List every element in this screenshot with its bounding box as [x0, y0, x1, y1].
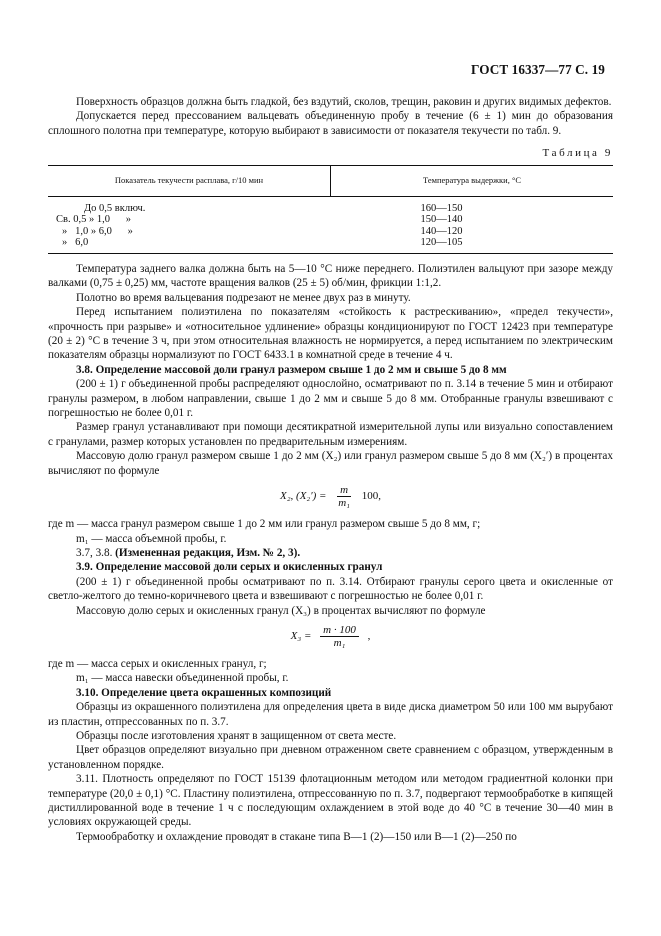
amendment-text: (Измененная редакция, Изм. № 2, 3). — [115, 546, 301, 559]
table-cell-temp: 120—105 — [331, 237, 614, 253]
formula-denominator: m₁ — [333, 636, 346, 649]
paragraph: Термообработку и охлаждение проводят в стакане типа В—1 (2)—150 или В—1 (2)—250 по — [76, 830, 517, 843]
formula-tail: , — [367, 629, 371, 642]
table-cell-flow: » 6,0 — [48, 237, 331, 253]
paragraph: (200 ± 1) г объединенной пробы распределяют однослойно, осматривают по п. 3.14 в течение 5 мин и отбирают гранулы размером, в любом направлении, свыше 1 до 2 мм и свыше 5 до 8 мм. Отобранные гранулы взвешивают с погрешностью не более 0,01 г. — [48, 378, 613, 420]
amendment-refs: 3.7, 3.8. — [76, 546, 113, 559]
paragraph: Массовую долю серых и окисленных гранул (X₃) в процентах вычисляют по формуле — [76, 604, 486, 617]
table-row — [48, 196, 613, 214]
table-cell-flow: До 0,5 включ. — [84, 202, 146, 214]
paragraph: где m — масса серых и окисленных гранул, г; — [48, 657, 267, 670]
formula-lhs: X₃ = — [290, 629, 312, 642]
table-cell-flow: Св. 0,5 » 1,0 » — [56, 214, 131, 226]
page-header: ГОСТ 16337—77 С. 19 — [471, 62, 605, 77]
paragraph: (200 ± 1) г объединенной пробы осматривают по п. 3.14. Отбирают гранулы серого цвета и окисленные от светло-желтого до темно-коричневого цвета и взвешивают с погрешностью не более 0,01 г. — [48, 575, 613, 603]
paragraph: Образцы из окрашенного полиэтилена для определения цвета в виде диска диаметром 50 или 100 мм вырубают из пластин, отпрессованных по п. 3.7. — [48, 701, 613, 728]
paragraph: Поверхность образцов должна быть гладкой, без вздутий, сколов, трещин, раковин и других видимых дефектов. — [76, 96, 612, 108]
formula-numerator: m · 100 — [320, 624, 359, 637]
table-9 — [48, 165, 613, 254]
table-cell-temp: 140—120 — [420, 225, 463, 237]
formula-lhs: X₂, (X₂′) = — [279, 490, 327, 503]
paragraph: Размер гранул устанавливают при помощи десятикратной измерительной лупы или визуально сопоставлением с гранулами, размер которых установлен по предварительным измерениям. — [48, 421, 613, 448]
paragraph: Образцы после изготовления хранят в защищенном от света месте. — [76, 729, 397, 742]
formula-fraction — [320, 624, 359, 649]
section-heading-3-9: 3.9. Определение массовой доли серых и окисленных гранул — [76, 561, 383, 574]
paragraph: Массовую долю гранул размером свыше 1 до 2 мм (X₂) или гранул размером свыше 5 до 8 мм (X₂′) в процентах вычисляют по формуле — [48, 450, 613, 477]
section-heading-3-8: 3.8. Определение массовой доли гранул размером свыше 1 до 2 мм и свыше 5 до 8 мм — [76, 363, 507, 376]
formula-denominator: m₁ — [338, 497, 351, 510]
formula-x3 — [48, 624, 613, 649]
formula-x2 — [48, 484, 613, 509]
paragraph: Температура заднего валка должна быть на 5—10 °С ниже переднего. Полиэтилен вальцуют при зазоре между валками (0,75 ± 0,25) мм, частоте вращения валков (25 ± 5) об/мин, фрикции 1:1,2. — [48, 263, 613, 290]
paragraph: 3.11. Плотность определяют по ГОСТ 15139 флотационным методом или методом градиентной колонки при температуре (20,0 ± 0,1) °С. Пластину полиэтилена, отпрессованную по п. 3.7, подвергают термообработке в кипящей дистиллированной воде в течение 1 ч с последующим охлаждением в этой воде до 40 °С в течение 30—40 мин в условиях окружающей среды. — [48, 773, 613, 829]
paragraph: m₁ — масса объемной пробы, г. — [76, 532, 227, 545]
paragraph: Перед испытанием полиэтилена по показателям «стойкость к растрескиванию», «предел текучести», «прочность при разрыве» и «относительное удлинение» образцы кондиционируют по ГОСТ 12423 при температуре (20 ± 2) °С в течение 3 ч, при этом относительная влажность не нормируется, а перед испытанием по электрическим показателям образцы нормализуют по ГОСТ 6433.1 в комнатной среде в течение 4 ч. — [48, 306, 613, 362]
page-content — [48, 95, 613, 844]
table-header-flow: Показатель текучести расплава, г/10 мин — [48, 165, 331, 196]
table-cell-flow: » 1,0 » 6,0 » — [62, 225, 133, 237]
table-cell-temp: 150—140 — [420, 214, 463, 226]
table-row — [48, 226, 613, 238]
table-caption: Таблица 9 — [542, 147, 613, 160]
table-cell-temp: 160—150 — [420, 202, 463, 214]
paragraph: Цвет образцов определяют визуально при дневном отраженном свете сравнением с образцом, утвержденным в установленном порядке. — [48, 744, 613, 771]
paragraph: m₁ — масса навески объединенной пробы, г. — [76, 672, 289, 685]
paragraph: Полотно во время вальцевания подрезают не менее двух раз в минуту. — [76, 291, 411, 304]
formula-tail: 100, — [361, 490, 382, 503]
paragraph: Допускается перед прессованием вальцевать объединенную пробу в течение (6 ± 1) мин до образования сплошного полотна при температуре, которую выбирают в зависимости от показателя текучести по табл. 9. — [48, 110, 613, 137]
formula-fraction — [335, 484, 353, 509]
formula-numerator: m — [337, 484, 351, 497]
section-heading-3-10: 3.10. Определение цвета окрашенных композиций — [76, 686, 332, 699]
amendment-note — [48, 546, 613, 560]
table-row — [48, 214, 613, 226]
paragraph: где m — масса гранул размером свыше 1 до 2 мм или гранул размером свыше 5 до 8 мм, г; — [48, 518, 481, 531]
table-row — [48, 237, 613, 253]
table-header-temp: Температура выдержки, °С — [331, 165, 614, 196]
